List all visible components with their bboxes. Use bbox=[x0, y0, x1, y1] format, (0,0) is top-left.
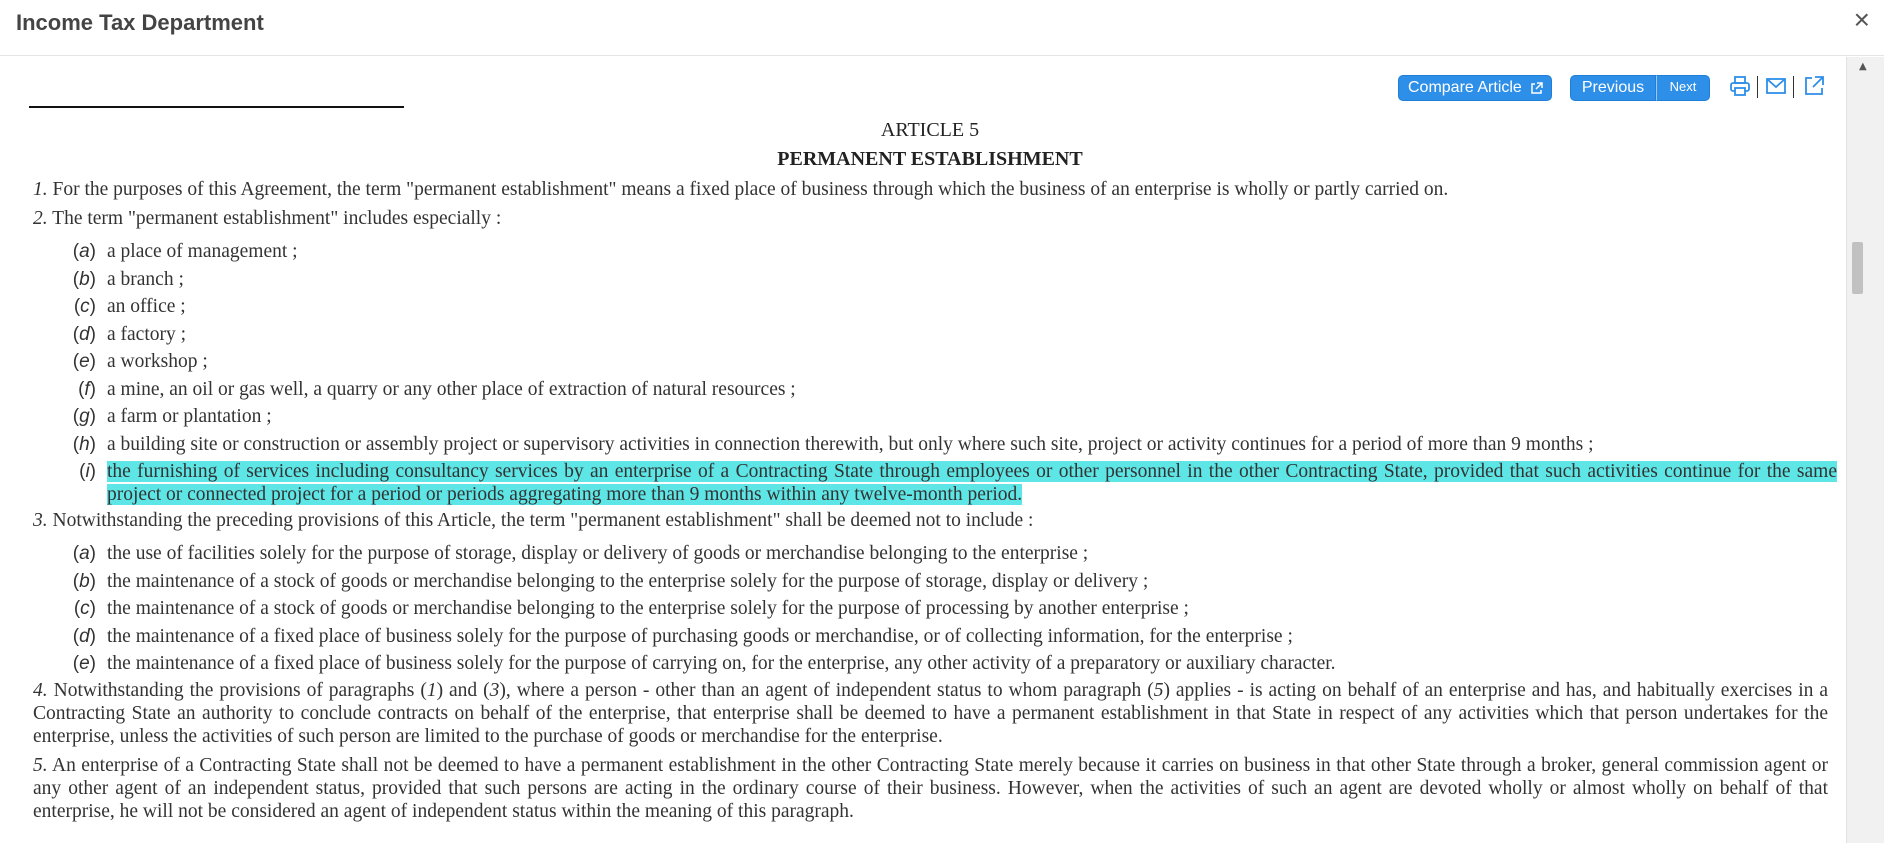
list-item-text: a workshop ; bbox=[107, 351, 208, 372]
list-item-text: a building site or construction or assembly project or supervisory activities in connection therewith, but only where such site, project or activity continues for a period of more than 9 months ; bbox=[107, 434, 1594, 455]
list-item-text bbox=[107, 460, 1837, 506]
list-item-label: (a) bbox=[72, 543, 96, 564]
paragraph-text: An enterprise of a Contracting State shall not be deemed to have a permanent establishment in the other Contracting State merely because it carries on business in that other State through a broker, general commission agent or any other agent of an independent status, provided that such persons are acting in the ordinary course of their business. However, when the activities of such an agent are devoted wholly or almost wholly on behalf of that enterprise, he will not be considered an agent of independent status within the meaning of this paragraph. bbox=[33, 755, 1828, 822]
paragraph-text: ) and ( bbox=[436, 680, 490, 701]
paragraph-ref: 5 bbox=[1153, 680, 1164, 701]
page-gutter bbox=[1884, 0, 1899, 843]
list-item-label: (d) bbox=[72, 324, 96, 345]
paragraph-1 bbox=[33, 178, 1828, 201]
paragraph-number: 2. bbox=[33, 208, 48, 229]
list-item-text: the maintenance of a stock of goods or merchandise belonging to the enterprise solely for the purpose of storage, display or delivery ; bbox=[107, 571, 1149, 592]
list-item-text: the maintenance of a fixed place of business solely for the purpose of carrying on, for the enterprise, any other activity of a preparatory or auxiliary character. bbox=[107, 653, 1336, 674]
paragraph-3 bbox=[33, 509, 1828, 532]
highlighted-text[interactable]: the furnishing of services including consultancy services by an enterprise of a Contracting State through employees or other personnel in the other Contracting State, provided that such activities continue for the same project or connected project for a period or periods aggregating more than 9 months within any twelve-month period. bbox=[107, 461, 1837, 505]
paragraph-number: 5. bbox=[33, 755, 48, 776]
list-item-label: (b) bbox=[72, 571, 96, 592]
list-item-text: the use of facilities solely for the purpose of storage, display or delivery of goods or merchandise belonging to the enterprise ; bbox=[107, 543, 1089, 564]
modal-header bbox=[0, 0, 1884, 56]
paragraph-2 bbox=[33, 207, 1828, 230]
list-item-label: (g) bbox=[72, 406, 96, 427]
paragraph-text: The term "permanent establishment" includes especially : bbox=[52, 208, 502, 229]
external-link-icon[interactable] bbox=[1803, 75, 1825, 97]
list-item-label: (h) bbox=[72, 434, 96, 455]
list-item-text: a factory ; bbox=[107, 324, 187, 345]
modal-title: Income Tax Department bbox=[16, 10, 264, 35]
paragraph-4 bbox=[33, 679, 1828, 748]
list-item-text: a branch ; bbox=[107, 269, 184, 290]
close-button[interactable]: × bbox=[1853, 4, 1870, 35]
mail-icon[interactable] bbox=[1765, 75, 1787, 97]
list-item-label: (e) bbox=[72, 351, 96, 372]
divider-line bbox=[29, 106, 404, 108]
list-item-label: (c) bbox=[73, 598, 96, 619]
list-item-text: an office ; bbox=[107, 296, 186, 317]
list-item-label: (a) bbox=[72, 241, 96, 262]
list-item-text: a mine, an oil or gas well, a quarry or any other place of extraction of natural resources ; bbox=[107, 379, 796, 400]
list-item-label: (i) bbox=[79, 461, 96, 482]
list-item-label: (c) bbox=[73, 296, 96, 317]
toolbar-separator bbox=[1757, 76, 1758, 98]
paragraph-text: ) applies - is acting on behalf of an enterprise and has, and habitually exercises in a Contracting State an authority to conclude contracts on behalf of the enterprise, that enterprise shall be deemed to have a permanent establishment in that State in respect of any activities which that person undertakes for the enterprise, unless the activities of such person are limited to the purchase of goods or merchandise for the enterprise. bbox=[33, 680, 1829, 747]
article-content bbox=[0, 57, 1845, 843]
list-item-label: (b) bbox=[72, 269, 96, 290]
article-heading: PERMANENT ESTABLISHMENT bbox=[777, 148, 1083, 170]
scroll-track[interactable] bbox=[1846, 57, 1885, 843]
list-item-text: the maintenance of a fixed place of business solely for the purpose of purchasing goods or merchandise, or of collecting information, for the enterprise ; bbox=[107, 626, 1293, 647]
compare-article-label: Compare Article bbox=[1408, 79, 1522, 96]
list-item-label: (f) bbox=[78, 379, 96, 400]
toolbar-separator bbox=[1793, 76, 1794, 98]
list-item-text: a farm or plantation ; bbox=[107, 406, 272, 427]
external-link-icon bbox=[1530, 82, 1543, 95]
paragraph-number: 1. bbox=[33, 179, 48, 200]
scroll-up-icon[interactable]: ▲ bbox=[1859, 61, 1867, 72]
paragraph-number: 4. bbox=[33, 680, 48, 701]
paragraph-number: 3. bbox=[33, 510, 48, 531]
paragraph-5 bbox=[33, 754, 1828, 823]
list-item-label: (d) bbox=[72, 626, 96, 647]
paragraph-ref: 3 bbox=[489, 680, 500, 701]
article-number: ARTICLE 5 bbox=[880, 119, 980, 141]
prev-next-group bbox=[1570, 75, 1710, 101]
list-item-label: (e) bbox=[72, 653, 96, 674]
paragraph-text: ), where a person - other than an agent of independent status to whom paragraph ( bbox=[499, 680, 1154, 701]
paragraph-text: For the purposes of this Agreement, the term "permanent establishment" means a fixed place of business through which the business of an enterprise is wholly or partly carried on. bbox=[52, 179, 1449, 200]
paragraph-text: Notwithstanding the preceding provisions of this Article, the term "permanent establishment" shall be deemed not to include : bbox=[52, 510, 1034, 531]
vertical-scrollbar[interactable] bbox=[1846, 57, 1884, 843]
paragraph-text: Notwithstanding the provisions of paragraphs ( bbox=[53, 680, 427, 701]
compare-article-button[interactable] bbox=[1398, 75, 1552, 101]
list-item-text: the maintenance of a stock of goods or merchandise belonging to the enterprise solely for the purpose of processing by another enterprise ; bbox=[107, 598, 1189, 619]
paragraph-ref: 1 bbox=[426, 680, 437, 701]
list-item-text: a place of management ; bbox=[107, 241, 298, 262]
next-button[interactable]: Next bbox=[1656, 75, 1710, 101]
scroll-thumb[interactable] bbox=[1852, 242, 1863, 294]
previous-button[interactable]: Previous bbox=[1570, 75, 1656, 101]
print-icon[interactable] bbox=[1729, 75, 1751, 97]
